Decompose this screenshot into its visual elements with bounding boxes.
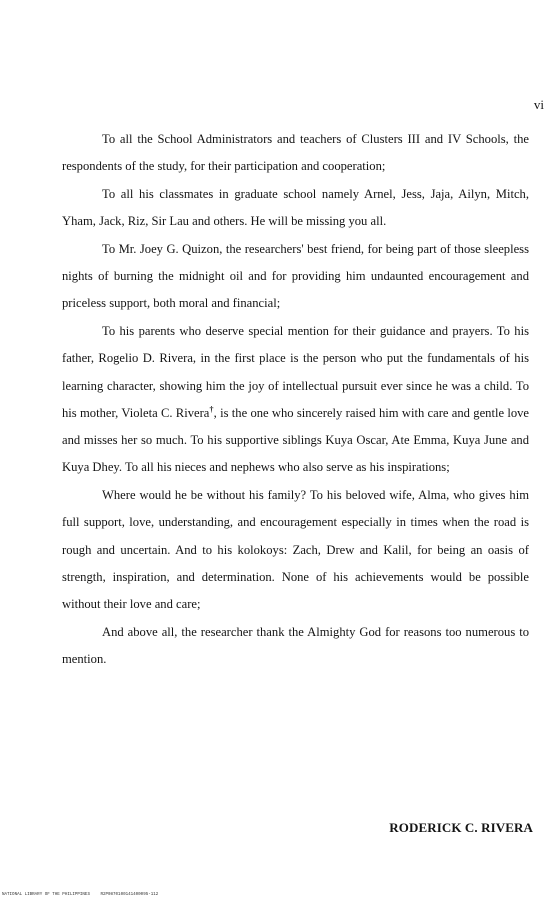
paragraph-parents-text-end: , is the one who sincerely raised him with care and gentle love and misses her so much. To his supportive siblings Kuya Oscar, Ate Emma, Kuya June and Kuya Dhey. To all his nieces and nephews who also serve as his inspirations; [62, 405, 530, 475]
paragraph-god: And above all, the researcher thank the Almighty God for reasons too numerous to mention. [62, 624, 529, 667]
paragraph-parents [62, 318, 529, 482]
acknowledgment-body [62, 126, 529, 673]
paragraph-administrators: To all the School Administrators and teachers of Clusters III and IV Schools, the respondents of the study, for their participation and cooperation; [62, 132, 529, 174]
library-footer-stamp [2, 893, 158, 898]
document-code: R2P0870100141400095-112 [100, 893, 159, 897]
paragraph-parents-text-start: To his parents who deserve special mention for their guidance and prayers. To his father, Rogelio D. Rivera, in the first place is the person who put the fundamentals of his learning character, showing him the joy of intellectual pursuit ever since he was a child. To his mother, Violeta C. Rivera [62, 323, 529, 420]
page-number: vi [533, 97, 544, 112]
dagger-mark: † [209, 404, 214, 414]
paragraph-best-friend: To Mr. Joey G. Quizon, the researchers' best friend, for being part of those sleepless nights of burning the midnight oil and for providing him undaunted encouragement and priceless support, both moral and financial; [62, 241, 529, 311]
paragraph-classmates: To all his classmates in graduate school namely Arnel, Jess, Jaja, Ailyn, Mitch, Yham, Jack, Riz, Sir Lau and others. He will be missing you all. [62, 186, 529, 229]
author-signature-name: RODERICK C. RIVERA [389, 820, 533, 835]
paragraph-family: Where would he be without his family? To his beloved wife, Alma, who gives him full support, love, understanding, and encouragement especially in times when the road is rough and uncertain. And to his kolokoys: Zach, Drew and Kalil, for being an oasis of strength, inspiration, and determination. None of his achievements would be possible without their love and care; [62, 488, 529, 612]
library-name: NATIONAL LIBRARY OF THE PHILIPPINES [2, 893, 90, 897]
